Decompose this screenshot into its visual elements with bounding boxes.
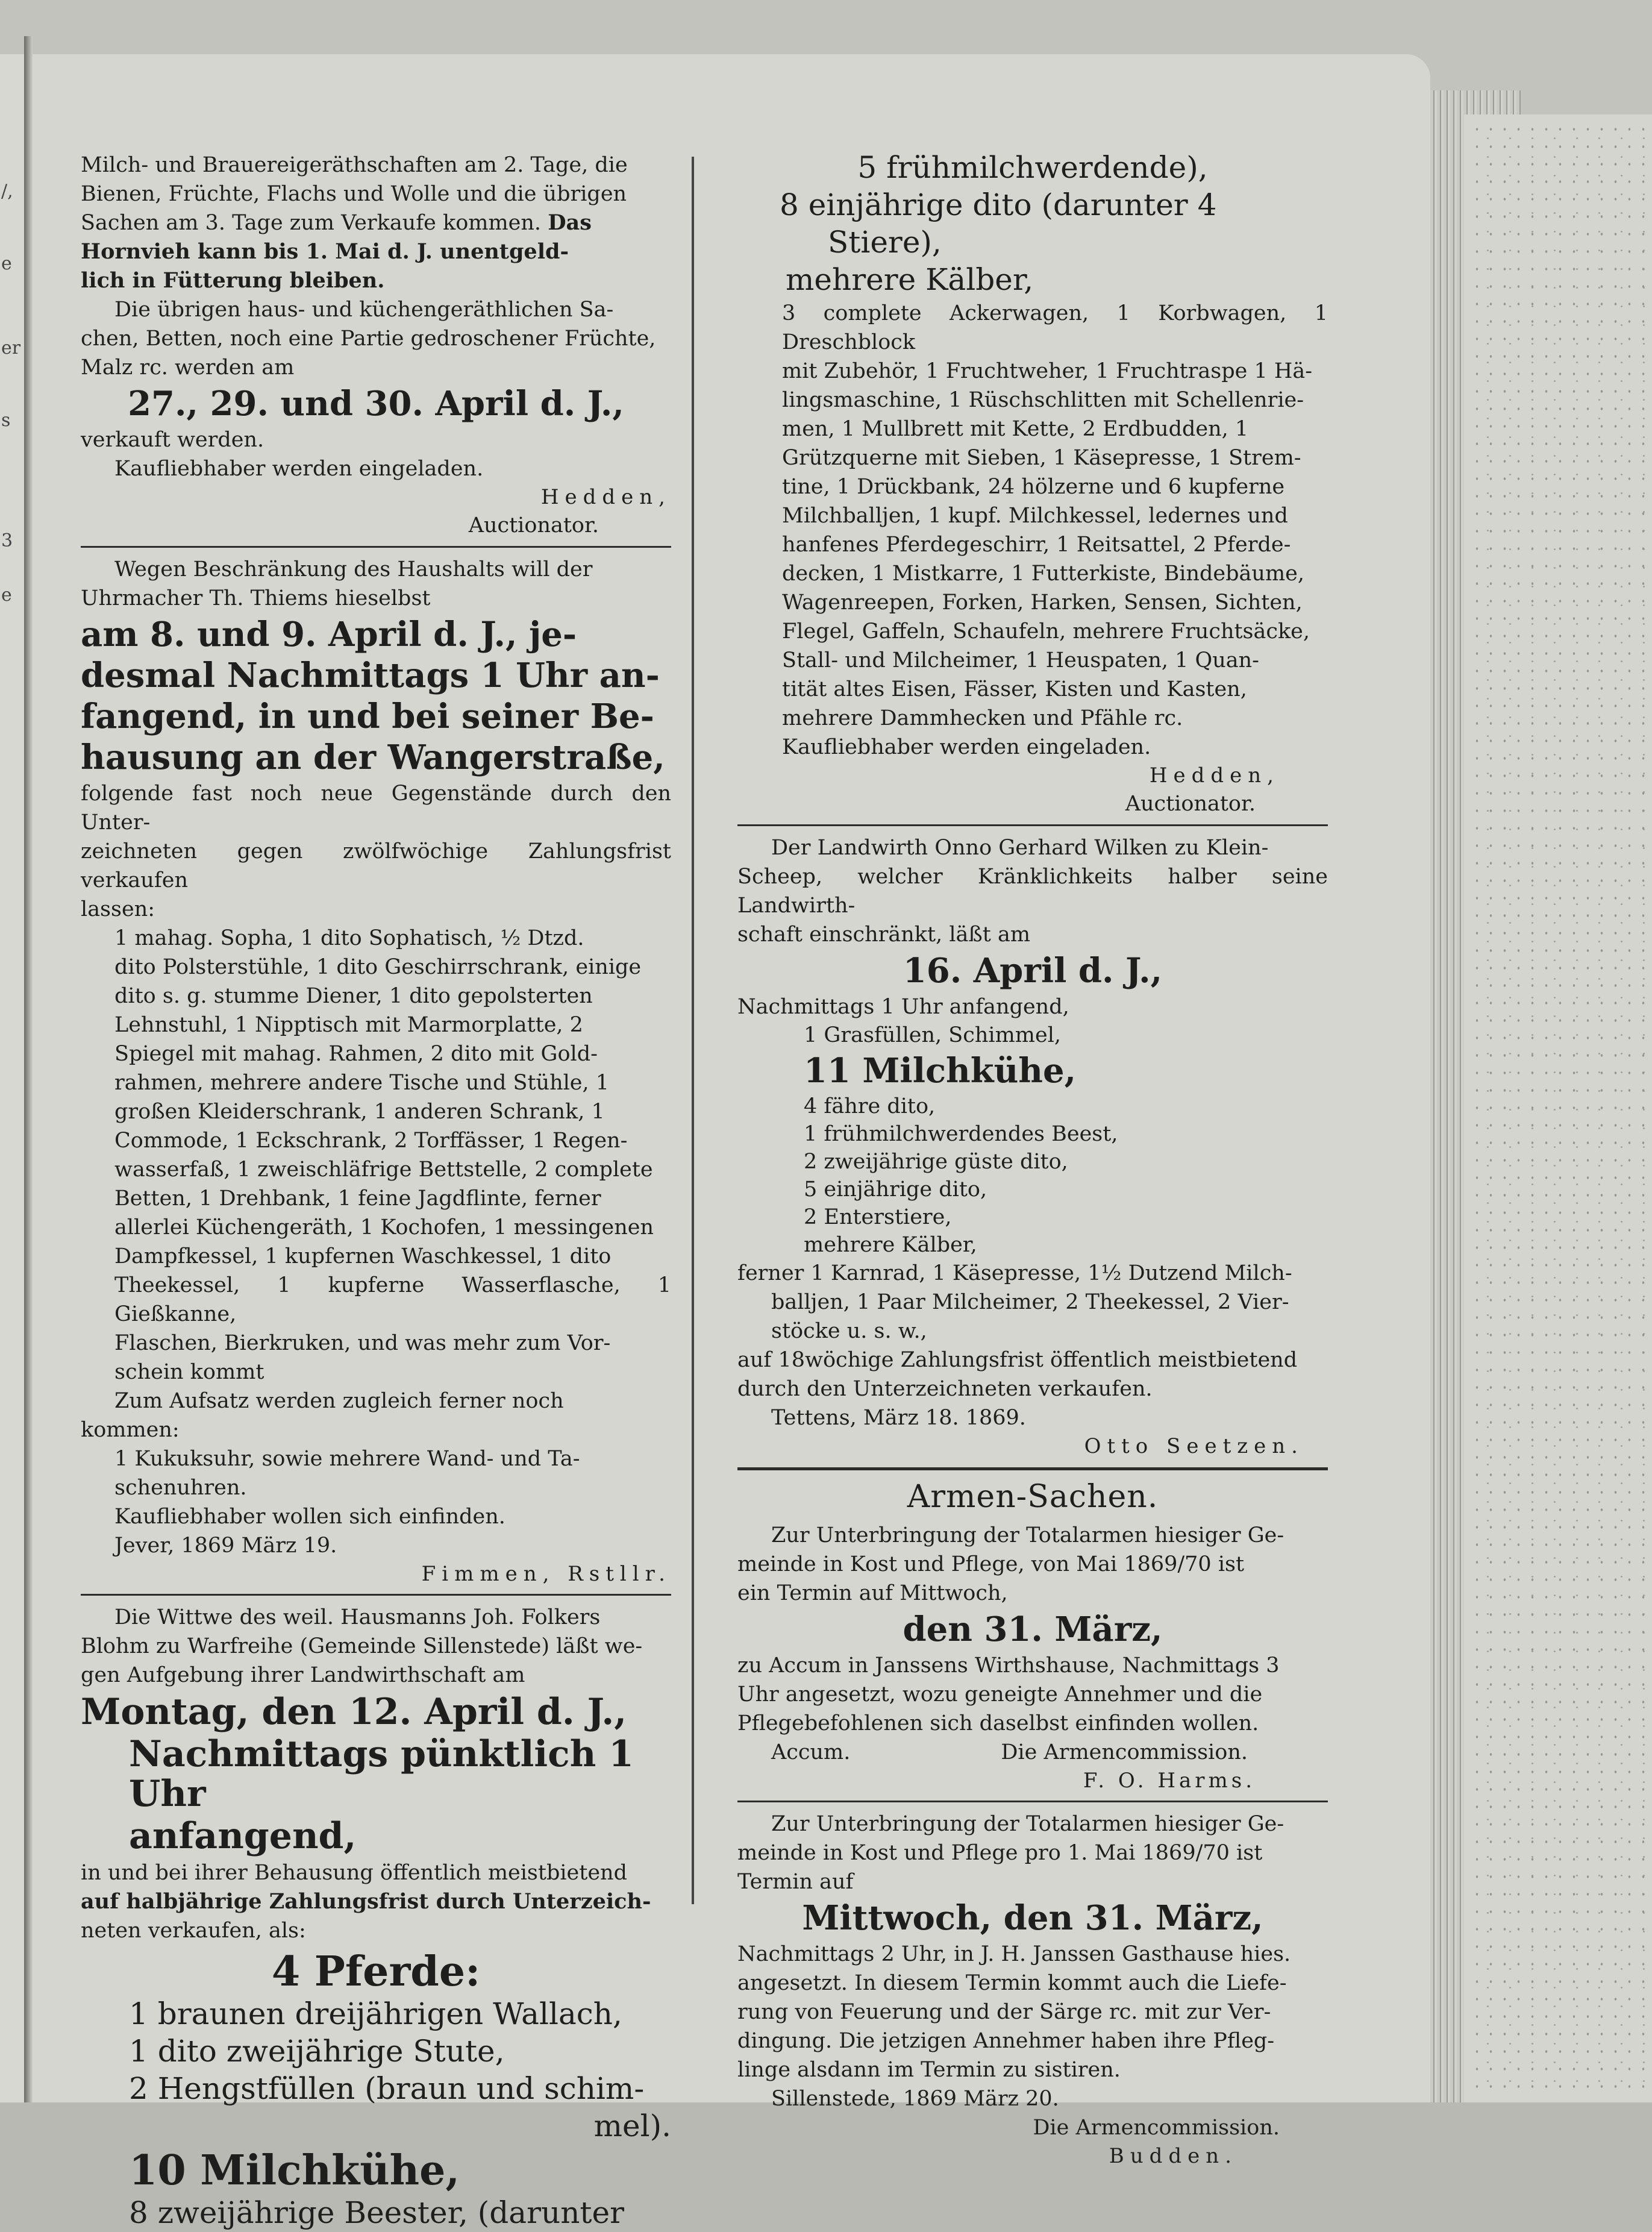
text-line: ferner 1 Karnrad, 1 Käsepresse, 1½ Dutzend Milch- xyxy=(737,1261,1292,1285)
text-line: auf halbjährige Zahlungsfrist durch Unterzeich- xyxy=(81,1889,651,1914)
signature-title: Auctionator. xyxy=(468,513,599,538)
margin-fragment: /, xyxy=(1,181,13,202)
text-line: in und bei ihrer Behausung öffentlich meistbietend xyxy=(81,1861,627,1885)
text-line: Malz rc. werden am xyxy=(81,356,295,380)
headline-line: Montag, den 12. April d. J., xyxy=(81,1691,627,1733)
livestock-line: 8 einjährige dito (darunter 4 xyxy=(780,187,1217,222)
section-heading: Armen-Sachen. xyxy=(907,1479,1159,1515)
signature: Otto Seetzen. xyxy=(1084,1434,1304,1458)
text-line: Uhr angesetzt, wozu geneigte Annehmer und die xyxy=(737,1682,1263,1707)
bold-line: lich in Fütterung bleiben. xyxy=(81,268,385,293)
notice-sillenstede xyxy=(737,1810,1328,2170)
text-line: zeichneten gegen zwölfwöchige Zahlungsfrist verkaufen xyxy=(81,839,671,892)
list-item: Wagenreepen, Forken, Harken, Sensen, Sichten, xyxy=(782,591,1303,615)
bold-line: Hornvieh kann bis 1. Mai d. J. unentgeld- xyxy=(81,239,569,264)
list-item: mehrere Dammhecken und Pfähle rc. xyxy=(782,706,1183,730)
list-item: decken, 1 Mistkarre, 1 Futterkiste, Bindebäume, xyxy=(782,562,1304,586)
auction-date: 16. April d. J., xyxy=(903,951,1163,991)
list-item: Commode, 1 Eckschrank, 2 Torffässer, 1 Regen- xyxy=(114,1129,628,1153)
cows-heading: 11 Milchkühe, xyxy=(804,1051,1077,1091)
list-item: rahmen, mehrere andere Tische und Stühle, 1 xyxy=(114,1071,610,1095)
text-line: durch den Unterzeichneten verkaufen. xyxy=(737,1377,1153,1401)
signature: Budden. xyxy=(1109,2144,1237,2168)
text-line: Milch- und Brauereigeräthschaften am 2. Tage, die xyxy=(81,153,628,177)
livestock-line: 5 frühmilchwerdende), xyxy=(857,150,1208,185)
signature-title: Auctionator. xyxy=(1125,792,1256,816)
text-line: Zur Unterbringung der Totalarmen hiesiger Ge- xyxy=(771,1523,1284,1547)
list-item: 8 zweijährige Beester, (darunter xyxy=(129,2195,624,2230)
text-line: Termin auf xyxy=(737,1870,854,1894)
date-line: Tettens, März 18. 1869. xyxy=(771,1406,1026,1430)
text-line: Blohm zu Warfreihe (Gemeinde Sillenstede) läßt we- xyxy=(81,1634,643,1658)
text-line: Wegen Beschränkung des Haushalts will der xyxy=(114,557,593,582)
list-item: Lehnstuhl, 1 Nipptisch mit Marmorplatte, 2 xyxy=(114,1013,583,1037)
margin-fragment: er xyxy=(1,337,21,359)
list-item: 2 zweijährige güste dito, xyxy=(804,1150,1068,1174)
list-item: lingsmaschine, 1 Rüschschlitten mit Schellenrie- xyxy=(782,388,1304,412)
text-line: meinde in Kost und Pflege pro 1. Mai 1869/70 ist xyxy=(737,1841,1263,1865)
cover-speckle xyxy=(1470,121,1651,2097)
list-item: mehrere Kälber, xyxy=(804,1233,977,1257)
list-item: Grützquerne mit Sieben, 1 Käsepresse, 1 Strem- xyxy=(782,446,1301,470)
list-item: 2 Enterstiere, xyxy=(804,1205,952,1229)
signature-name: Hedden, xyxy=(1149,763,1280,788)
list-item: men, 1 Mullbrett mit Kette, 2 Erdbudden, 1 xyxy=(782,417,1249,441)
text-line: linge alsdann im Termin zu sistiren. xyxy=(737,2058,1121,2082)
notice-date: Mittwoch, den 31. März, xyxy=(802,1898,1263,1938)
text-line: kommen: xyxy=(81,1418,180,1442)
text-line: verkauft werden. xyxy=(81,428,264,452)
ad-auction-hedden-1 xyxy=(81,151,671,540)
text-line xyxy=(81,208,671,237)
text-line: 1 Kukuksuhr, sowie mehrere Wand- und Ta- xyxy=(114,1447,580,1471)
text-line: schaft einschränkt, läßt am xyxy=(737,923,1031,947)
headline-line: anfangend, xyxy=(129,1815,357,1857)
text-line: Kaufliebhaber werden eingeladen. xyxy=(782,735,1151,759)
item-list xyxy=(81,924,671,1387)
list-item: 1 mahag. Sopha, 1 dito Sophatisch, ½ Dtzd. xyxy=(114,926,584,950)
headline-line: fangend, in und bei seiner Be- xyxy=(81,697,654,736)
commission: Die Armencommission. xyxy=(1033,2116,1280,2140)
list-item: 1 Grasfüllen, Schimmel, xyxy=(804,1023,1062,1047)
previous-page-edge xyxy=(0,54,26,2102)
signature: F. O. Harms. xyxy=(1083,1769,1256,1793)
list-item: dito s. g. stumme Diener, 1 dito gepolsterten xyxy=(114,984,593,1008)
list-item: 1 braunen dreijährigen Wallach, xyxy=(129,1996,622,2031)
list-item: mit Zubehör, 1 Fruchtweher, 1 Fruchtraspe 1 Hä- xyxy=(782,359,1313,383)
column-divider xyxy=(692,157,694,1904)
list-item: großen Kleiderschrank, 1 anderen Schrank, 1 xyxy=(114,1100,605,1124)
list-item: allerlei Küchengeräth, 1 Kochofen, 1 messingenen xyxy=(114,1215,654,1240)
text-line: Nachmittags 1 Uhr anfangend, xyxy=(737,995,1069,1019)
text-line: Uhrmacher Th. Thiems hieselbst xyxy=(81,586,431,610)
text-line: Zum Aufsatz werden zugleich ferner noch xyxy=(114,1389,564,1413)
text-line: Bienen, Früchte, Flachs und Wolle und die übrigen xyxy=(81,182,627,206)
text-line: ein Termin auf Mittwoch, xyxy=(737,1581,1008,1605)
ad-auction-hedden-continued xyxy=(737,149,1328,818)
text-line: Nachmittags 2 Uhr, in J. H. Janssen Gasthause hies. xyxy=(737,1942,1291,1966)
list-item: Betten, 1 Drehbank, 1 feine Jagdflinte, ferner xyxy=(114,1187,601,1211)
text-line: Scheep, welcher Kränklichkeits halber seine Landwirth- xyxy=(737,865,1328,918)
ad-thiems xyxy=(81,555,671,1588)
auction-dates: 27., 29. und 30. April d. J., xyxy=(128,384,624,424)
list-item: Flegel, Gaffeln, Schaufeln, mehrere Fruchtsäcke, xyxy=(782,619,1310,644)
text-span: Sachen am 3. Tage zum Verkaufe kommen. xyxy=(81,211,542,235)
text-line: Die übrigen haus- und küchengeräthlichen Sa- xyxy=(114,298,614,322)
list-item: Stall- und Milcheimer, 1 Heuspaten, 1 Quan- xyxy=(782,648,1260,672)
list-item: tine, 1 Drückbank, 24 hölzerne und 6 kupferne xyxy=(782,475,1285,499)
list-item: Spiegel mit mahag. Rahmen, 2 dito mit Gold- xyxy=(114,1042,598,1066)
headline-line: am 8. und 9. April d. J., je- xyxy=(81,615,577,654)
text-line xyxy=(737,1738,1328,1767)
signature: Fimmen, Rstllr. xyxy=(421,1562,671,1586)
headline-line: desmal Nachmittags 1 Uhr an- xyxy=(81,656,660,695)
text-line: neten verkaufen, als: xyxy=(81,1919,306,1943)
livestock-line: Stiere), xyxy=(828,225,942,260)
text-line: Zur Unterbringung der Totalarmen hiesiger Ge- xyxy=(771,1812,1284,1836)
list-item: wasserfaß, 1 zweischläfrige Bettstelle, 2 complete xyxy=(114,1158,653,1182)
text-line: dingung. Die jetzigen Annehmer haben ihre Pfleg- xyxy=(737,2029,1275,2053)
list-item: 3 complete Ackerwagen, 1 Korbwagen, 1 Dreschblock xyxy=(782,301,1328,354)
headline-line: Nachmittags pünktlich 1 Uhr xyxy=(129,1733,634,1815)
left-column xyxy=(81,151,671,2232)
list-item: 5 einjährige dito, xyxy=(804,1177,987,1202)
text-line: auf 18wöchige Zahlungsfrist öffentlich meistbietend xyxy=(737,1348,1298,1372)
headline-line: hausung an der Wangerstraße, xyxy=(81,738,665,777)
book-gutter xyxy=(24,36,33,2102)
text-line: zu Accum in Janssens Wirthshause, Nachmittags 3 xyxy=(737,1654,1280,1678)
list-item: hanfenes Pferdegeschirr, 1 Reitsattel, 2 Pferde- xyxy=(782,533,1291,557)
signature-name: Hedden, xyxy=(540,485,671,509)
text-line: Die Wittwe des weil. Hausmanns Joh. Folkers xyxy=(114,1605,601,1629)
margin-fragment: 3 xyxy=(1,530,13,551)
margin-fragment: s xyxy=(1,410,11,431)
ad-separator xyxy=(81,546,671,548)
ad-wilken xyxy=(737,833,1328,1460)
list-item: 1 dito zweijährige Stute, xyxy=(129,2034,505,2069)
livestock-line: mehrere Kälber, xyxy=(786,262,1034,297)
list-item: 4 fähre dito, xyxy=(804,1094,936,1118)
section-separator xyxy=(737,1467,1328,1470)
text-line: Der Landwirth Onno Gerhard Wilken zu Klein- xyxy=(771,836,1269,860)
text-line: schenuhren. xyxy=(114,1476,247,1500)
text-line: folgende fast noch neue Gegenstände durch den Unter- xyxy=(81,782,671,835)
bold-text: Das xyxy=(548,210,592,235)
list-item: dito Polsterstühle, 1 dito Geschirrschrank, einige xyxy=(114,955,642,979)
text-line: stöcke u. s. w., xyxy=(771,1319,927,1343)
list-item: 1 frühmilchwerdendes Beest, xyxy=(804,1122,1118,1146)
text-line: ballјen, 1 Paar Milcheimer, 2 Theekessel, 2 Vier- xyxy=(771,1290,1289,1314)
ad-blohm xyxy=(81,1603,671,2231)
list-item: Flaschen, Bierkruken, und was mehr zum Vor- xyxy=(114,1331,611,1355)
date-line: Jever, 1869 März 19. xyxy=(114,1534,337,1558)
list-item: mel). xyxy=(593,2108,671,2143)
text-line: Kaufliebhaber wollen sich einfinden. xyxy=(114,1505,505,1529)
list-item: tität altes Eisen, Fässer, Kisten und Kasten, xyxy=(782,677,1247,701)
commission: Die Armencommission. xyxy=(1001,1740,1248,1764)
margin-fragment: e xyxy=(1,253,12,274)
ad-separator xyxy=(81,1594,671,1596)
text-line: Kaufliebhaber werden eingeladen. xyxy=(114,457,484,481)
place: Accum. xyxy=(771,1740,851,1764)
text-line: meinde in Kost und Pflege, von Mai 1869/70 ist xyxy=(737,1552,1245,1576)
list-item: Milchballjen, 1 kupf. Milchkessel, ledernes und xyxy=(782,504,1288,528)
text-line: gen Aufgebung ihrer Landwirthschaft am xyxy=(81,1663,525,1687)
right-column xyxy=(737,148,1328,2170)
date-line: Sillenstede, 1869 März 20. xyxy=(771,2087,1059,2111)
section-armen-sachen xyxy=(737,1479,1328,2170)
list-item: 2 Hengstfüllen (braun und schim- xyxy=(129,2071,645,2106)
text-line: chen, Betten, noch eine Partie gedroschener Früchte, xyxy=(81,327,656,351)
list-item: schein kommt xyxy=(114,1360,264,1384)
text-line: Pflegebefohlenen sich daselbst einfinden wollen. xyxy=(737,1711,1259,1735)
notice-accum xyxy=(737,1521,1328,1795)
cows-heading: 10 Milchkühe, xyxy=(129,2146,460,2195)
text-line: rung von Feuerung und der Särge rc. mit zur Ver- xyxy=(737,2000,1271,2024)
text-line: lassen: xyxy=(81,897,155,921)
list-item: Dampfkessel, 1 kupfernen Waschkessel, 1 dito xyxy=(114,1244,612,1268)
item-list xyxy=(737,299,1328,762)
text-line: angesetzt. In diesem Termin kommt auch die Liefe- xyxy=(737,1971,1287,1995)
ad-separator xyxy=(737,1801,1328,1802)
list-item: Theekessel, 1 kupferne Wasserflasche, 1 Gießkanne, xyxy=(114,1273,671,1326)
ad-separator xyxy=(737,824,1328,826)
margin-fragment: e xyxy=(1,585,12,606)
notice-date: den 31. März, xyxy=(903,1610,1163,1649)
horses-heading: 4 Pferde: xyxy=(271,1948,481,1996)
